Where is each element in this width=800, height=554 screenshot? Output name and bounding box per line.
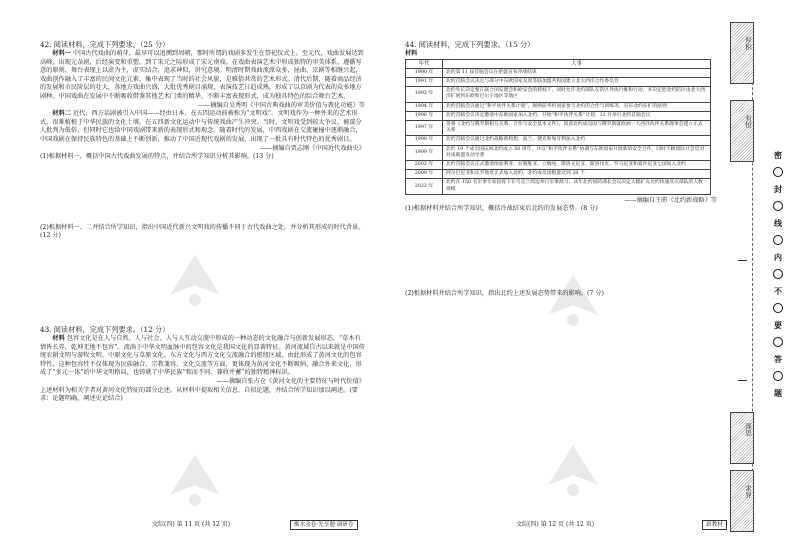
series-badge: 衡水金卷·先享题·调研卷 [290, 520, 358, 530]
logo-watermark-icon [160, 250, 230, 310]
table-row [406, 145, 711, 160]
material-two-source: ——摘编自贾志刚《中国近代戏曲史》 [259, 144, 365, 152]
page-number-right: 文综(四) 第 12 页 (共 12 页) [516, 521, 595, 528]
seal-ring-icon [767, 269, 789, 281]
cell-year: 2022 年 [406, 179, 443, 194]
question-42-heading: 42. 阅读材料，完成下列要求。（25 分） [40, 40, 170, 49]
cell-year: 1998 年 [406, 136, 443, 145]
tab-second [730, 100, 754, 162]
question-42 [40, 40, 365, 241]
logo-watermark-icon [160, 450, 230, 510]
seal-char: 内 [774, 252, 782, 262]
cell-event: 北约首脑会议通过北约战略新构想，波兰、捷克和匈牙利加入北约 [443, 136, 711, 145]
tab-top [730, 22, 754, 84]
question-44 [405, 40, 717, 299]
right-page [388, 0, 733, 554]
seal-char: 封 [774, 184, 782, 194]
material-source: ——摘编自张占仓《黄河文化的主要特征与时代价值》 [216, 377, 365, 385]
cell-event: 北约首脑会议决定与部分中东欧国家及原苏联加盟共和国建立北大西洋合作委员会 [443, 78, 711, 87]
seal-ring-icon [767, 303, 789, 315]
left-page [0, 0, 388, 554]
cell-year: 1992 年 [406, 87, 443, 102]
seal-ring-icon [767, 201, 789, 213]
cell-year: 1994 年 [406, 102, 443, 111]
cell-year: 2002 年 [406, 161, 443, 170]
cell-event: 北约首脑会议正式邀请保加利亚、拉脱维亚、立陶宛、斯洛文尼亚、斯洛伐克、罗马尼亚和爱沙尼亚七国加入北约 [443, 161, 711, 170]
seal-char: 题 [774, 388, 782, 398]
cell-event: 北约在 150 名军事专家指挥下在乌克兰周边举行军事演习，该年北约国防部长会议决定大幅扩充北约快速反应部队的人数规模 [443, 179, 711, 194]
seal-char: 答 [774, 354, 782, 364]
cell-year: 2009 年 [406, 170, 443, 179]
question-43 [40, 325, 365, 404]
question-43-ask: 上述材料为相关学者对黄河文化特征的部分论述。从材料中提取相关信息，自拟论题，并结合所学知识加以阐述。(要求：论题明确，阐述史论结合) [40, 386, 358, 403]
table-header-row [406, 59, 711, 68]
question-44-heading: 44. 阅读材料，完成下列要求。（15 分） [405, 40, 535, 49]
page-number-left: 文综(四) 第 11 页 (共 12 页) [152, 521, 231, 528]
cell-year: 1999 年 [406, 145, 443, 160]
material-one-source: ——摘编自吴秀明《中国古典戏曲的审美价值与教化功能》等 [197, 101, 365, 109]
question-42-ask-2: (2)根据材料一、二并结合所学知识，指出中国近代新兴文明戏的传播不同于古代戏曲之处，并分析其形成的时代背景。(12 分) [40, 223, 365, 240]
material-source: ——摘编自王昉《北约新战略》等 [624, 196, 717, 204]
cell-event: 北约首脑会议通过“和平伙伴关系计划”，吸纳前华约国家参与北约的合作与训练等，宣布北约东扩的原则 [443, 102, 711, 111]
question-44-ask-1: (1)根据材料并结合所学知识，概括冷战结束后北约的发展态势。(8 分) [405, 205, 598, 213]
seal-ring-icon [767, 337, 789, 349]
seal-char: 密 [774, 150, 782, 160]
question-42-ask-1: (1)根据材料一，概括中国古代戏曲发展的特点，并结合所学知识分析其影响。(13 分) [40, 153, 274, 161]
cell-year: 1997 年 [406, 121, 443, 136]
cell-event: 北约外长决定要在联合国安理会和欧安会的授权下，同时允许北约部队在防区外执行维和行动，并决定把北约防区由北大西洋扩展到东欧和巴尔干地区等地区 [443, 87, 711, 102]
seal-ring-icon [767, 235, 789, 247]
tab-middle-label: 深思 [744, 423, 752, 436]
cell-year: 1990 年 [406, 68, 443, 77]
material-one-label: 材料一 [52, 50, 71, 57]
cell-event: 北约首脑会议决定邀请中东欧国家加入北约，开始“和平伙伴关系”计划，12 月举行北约首脑会议 [443, 111, 711, 120]
seal-ring-icon [767, 167, 789, 179]
edition-badge: 新教材 [702, 520, 727, 530]
seal-char: 要 [774, 320, 782, 330]
tab-top-label: 厚积 [744, 37, 752, 50]
table-row [406, 87, 711, 102]
material-label: 材料 [405, 50, 418, 57]
table-row [406, 102, 711, 111]
table-row [406, 179, 711, 194]
cell-year: 1991 年 [406, 78, 443, 87]
material-two-text: 近代，西方话剧被引入中国——经由日本，在五四运动前被称为“文明戏”。文明戏作为一种外来的艺术形式，很难植根于中华民族的文化土壤，在五四新文化运动中与传统戏曲产生冲突。当时，文明戏受到较大争议，被部分人批判为低俗，但同时它也给中国戏剧带来新的表现形式和观念。随着时代的发展，中西戏剧在交流碰撞中逐渐融合，中国戏剧在保持民族特色的基础上不断创新，推动了中国近现代戏剧的发展，出现了一批具有时代特色的优秀剧目。 [40, 110, 362, 143]
column-header-event: 大事 [443, 59, 711, 68]
question-43-heading: 43. 阅读材料，完成下列要求。（12 分） [40, 325, 170, 334]
table-row [406, 111, 711, 120]
cell-event: 签署《北约与俄罗斯相互关系、合作与安全基本文件》，同意北约成员国与俄罗斯就欧洲一大西洋伙伴关系理事会建立正式关系 [443, 121, 711, 136]
cell-event: 阿尔巴尼亚和克罗地亚正式加入北约，北约成员国数量达到 28 个 [443, 170, 711, 179]
material-two-label: 材料二 [52, 110, 71, 118]
tab-bottom [730, 470, 754, 532]
tab-bottom-label: 求异 [744, 485, 752, 498]
events-table [405, 59, 711, 195]
table-row [406, 136, 711, 145]
cell-event: 北约第 11 届首脑会议在伦敦宣布冷战结束 [443, 68, 711, 77]
cell-event: 北约 19 个成员国庆祝北约成立 50 周年，并以“和平伙伴关系”协调与东欧国家开展新的安全合作，同时不顾国际社会反对对南联盟发动空袭 [443, 145, 711, 160]
tab-second-label: 有恒 [744, 115, 752, 128]
seal-ring-icon [767, 371, 789, 383]
material-text: 包容文化是在人与自然、人与社会、人与人互动交流中形成的一种动态的文化融合与创新发展形态。“草木有情皆长养，乾坤无地不包容”。流淌于中华文明血脉中的包容文化是我国文化的显著特征。黄河流域自古以来就是中国传统农耕文明与游牧文明、中原文化与草原文化、东方文化与西方文化交流融合的枢纽区域，由此形成了黄河文化的包容特性。这种包容性不仅体现为民族融合、宗教兼容、文化交流等方面，更体现为黄河文化不断吸纳、融合外来文化，形成了“多元一体”的中华文明格局，也铸就了中华民族“和而不同、兼收并蓄”的独特精神标识。 [40, 335, 365, 377]
cell-year: 1996 年 [406, 111, 443, 120]
seal-char: 不 [774, 286, 782, 296]
logo-watermark-icon [538, 440, 608, 500]
column-header-year: 年代 [406, 59, 443, 68]
table-row [406, 170, 711, 179]
events-table-body [406, 68, 711, 194]
material-label: 材料 [52, 335, 65, 342]
table-row [406, 121, 711, 136]
material-one-text: 中国古代戏曲的萌芽，最早可以追溯到周朝，那时所谓的戏剧多发生在祭祀仪式上。至元代，戏曲发展达到高峰，出现元杂剧，后经演变和重塑，到了宋元之际形成了宋元南戏。在戏曲表演艺术中形成独特的审美体系，遵循写意的原则，舞台表现上以虚为主，虚实结合，追求神似，讲究意境。明清时期戏曲流派众多，昆曲、京剧等相继兴起，戏曲创作融入了丰富的民间文化元素，集中表现了当时的社会风貌，是雅俗共赏的艺术形式。清代后期，随着商品经济的发展和市民阶层的壮大，各地方戏曲兴盛，大批优秀剧目涌现，表演技艺日趋成熟，形成了以京剧为代表的众多地方剧种。中国戏曲在发展中不断吸收借鉴其他艺术门类的精华，不断丰富表现形式，成为独具特色的综合舞台艺术。 [40, 50, 364, 100]
table-row [406, 78, 711, 87]
tab-middle [730, 412, 754, 464]
table-row [406, 68, 711, 77]
seal-char: 线 [774, 218, 782, 228]
question-44-ask-2: (2)根据材料并结合所学知识，指出北约上述发展态势带来的影响。(7 分) [405, 290, 604, 298]
table-row [406, 161, 711, 170]
